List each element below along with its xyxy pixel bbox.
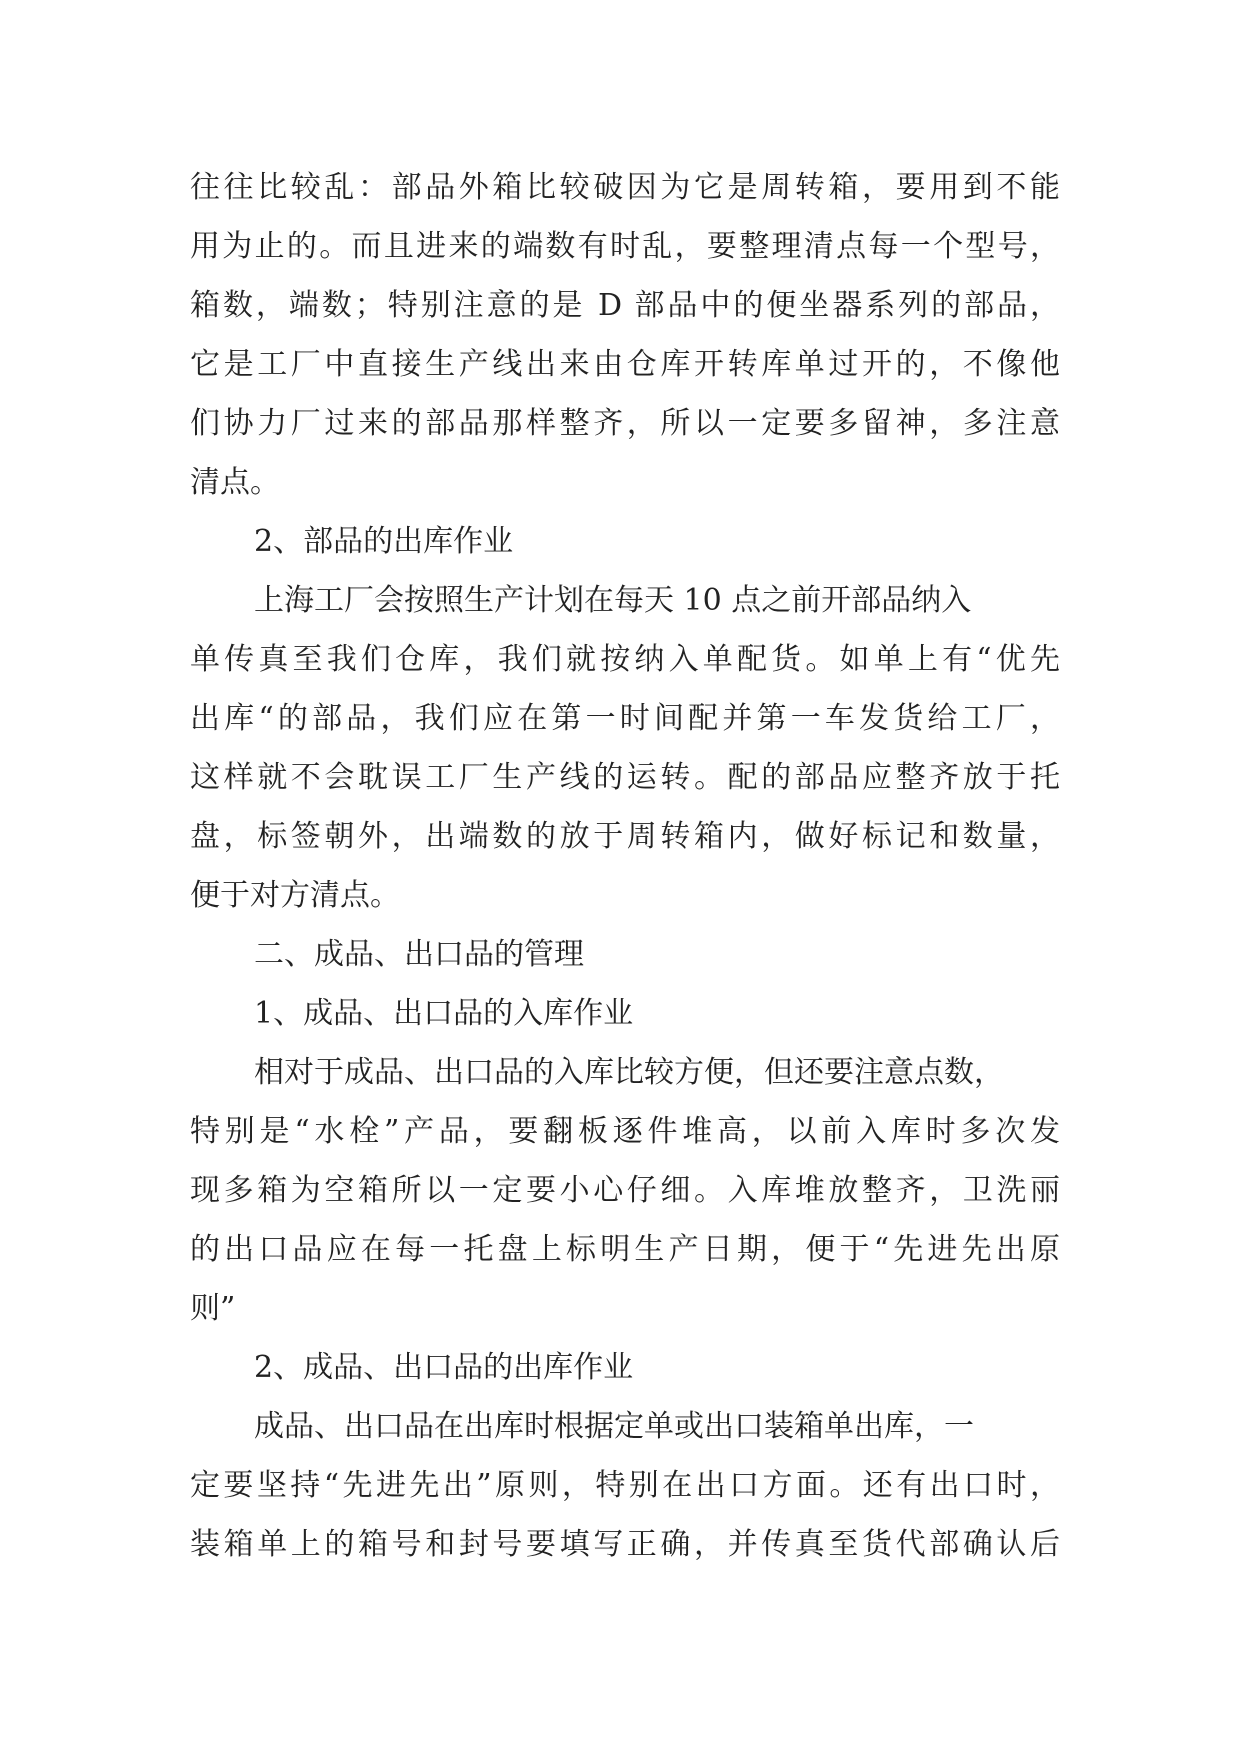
section-heading xyxy=(190,1338,1060,1397)
text-line: 清点。 xyxy=(190,465,280,500)
section-heading xyxy=(190,925,1060,984)
text-line: 们协力厂过来的部品那样整齐，所以一定要多留神，多注意 xyxy=(190,406,1060,441)
text-line: 装箱单上的箱号和封号要填写正确，并传真至货代部确认后 xyxy=(190,1527,1060,1562)
heading-line: 1、成品、出口品的入库作业 xyxy=(254,996,634,1031)
text-line: 它是工厂中直接生产线出来由仓库开转库单过开的，不像他 xyxy=(190,347,1060,382)
text-line: 现多箱为空箱所以一定要小心仔细。入库堆放整齐，卫洗丽 xyxy=(190,1173,1060,1208)
paragraph xyxy=(190,571,1060,925)
text-line: 箱数，端数；特别注意的是 D 部品中的便坐器系列的部品， xyxy=(190,288,1060,323)
text-line: 成品、出口品在出库时根据定单或出口装箱单出库，一 xyxy=(254,1409,974,1444)
text-line: 往往比较乱：部品外箱比较破因为它是周转箱，要用到不能 xyxy=(190,170,1060,205)
heading-line: 2、成品、出口品的出库作业 xyxy=(254,1350,634,1385)
text-line: 则” xyxy=(190,1291,236,1326)
text-line: 特别是“水栓”产品，要翻板逐件堆高，以前入库时多次发 xyxy=(190,1114,1060,1149)
text-line: 出库“的部品，我们应在第一时间配并第一车发货给工厂， xyxy=(190,701,1060,736)
document-body xyxy=(190,158,1060,1574)
text-line: 的出口品应在每一托盘上标明生产日期，便于“先进先出原 xyxy=(190,1232,1060,1267)
text-line: 定要坚持“先进先出”原则，特别在出口方面。还有出口时， xyxy=(190,1468,1060,1503)
text-line: 单传真至我们仓库，我们就按纳入单配货。如单上有“优先 xyxy=(190,642,1060,677)
text-line: 便于对方清点。 xyxy=(190,878,400,913)
heading-line: 二、成品、出口品的管理 xyxy=(254,937,584,972)
text-line: 用为止的。而且进来的端数有时乱，要整理清点每一个型号， xyxy=(190,229,1060,264)
text-line: 这样就不会耽误工厂生产线的运转。配的部品应整齐放于托 xyxy=(190,760,1060,795)
paragraph xyxy=(190,1397,1060,1574)
text-line: 盘，标签朝外，出端数的放于周转箱内，做好标记和数量， xyxy=(190,819,1060,854)
section-heading xyxy=(190,512,1060,571)
heading-line: 2、部品的出库作业 xyxy=(254,524,514,559)
text-line: 上海工厂会按照生产计划在每天 10 点之前开部品纳入 xyxy=(254,583,972,618)
paragraph xyxy=(190,1043,1060,1338)
text-line: 相对于成品、出口品的入库比较方便，但还要注意点数， xyxy=(254,1055,1004,1090)
paragraph xyxy=(190,158,1060,512)
section-heading xyxy=(190,984,1060,1043)
